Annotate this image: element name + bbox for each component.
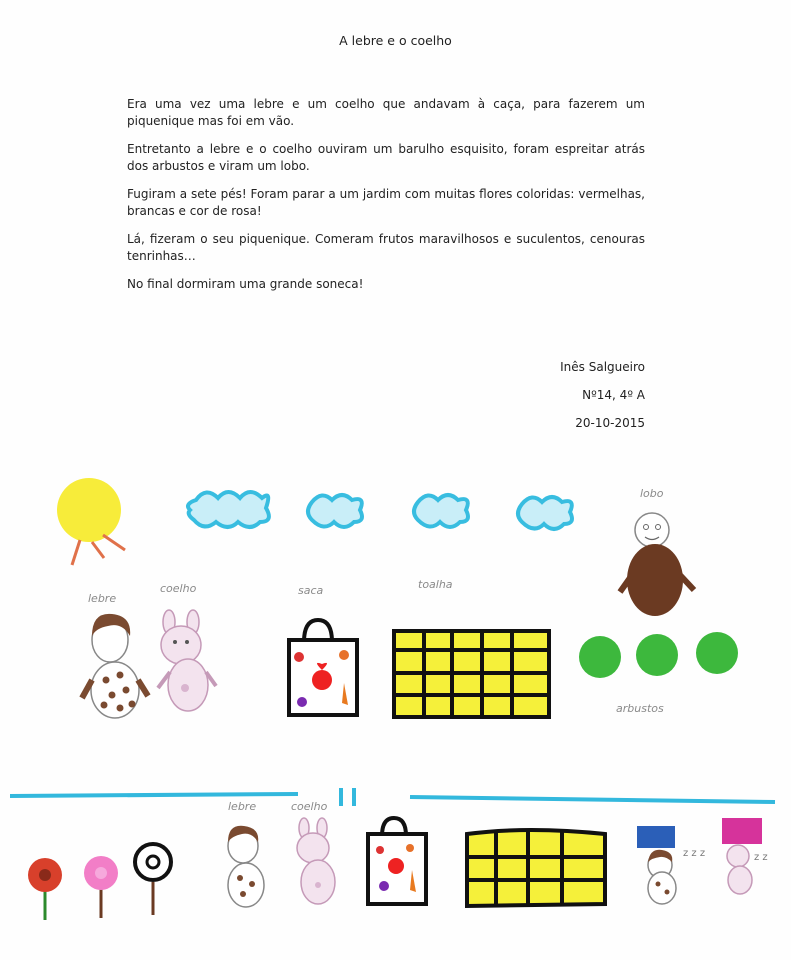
- author-class: Nº14, 4º A: [582, 388, 645, 402]
- label-lebre-2: lebre: [228, 800, 257, 813]
- story-paragraph: No final dormiram uma grande soneca!: [127, 277, 364, 291]
- label-coelho-2: coelho: [291, 800, 328, 813]
- clouds: [188, 492, 572, 529]
- bag-small: [368, 818, 426, 904]
- bag: [289, 584, 357, 715]
- flowers: [28, 844, 171, 920]
- label-lobo: lobo: [640, 487, 664, 500]
- wolf: [620, 487, 694, 616]
- bushes: [579, 632, 738, 715]
- label-arbustos: arbustos: [616, 702, 664, 715]
- story-title: A lebre e o coelho: [339, 33, 452, 48]
- author-name: Inês Salgueiro: [560, 360, 645, 374]
- label-coelho: coelho: [160, 582, 197, 595]
- river: [10, 788, 775, 806]
- sleeping-hare: [637, 826, 705, 904]
- towel: [394, 578, 549, 717]
- story-paragraph: Lá, fizeram o seu piquenique. Comeram frutos maravilhosos e suculentos, cenouras tenrinhas…: [127, 232, 645, 263]
- story-paragraph: Entretanto a lebre e o coelho ouviram um barulho esquisito, foram espreitar atrás dos arbustos e viram um lobo.: [127, 142, 645, 173]
- label-lebre: lebre: [88, 592, 117, 605]
- sun: [57, 478, 125, 565]
- svg-text:z z z: z z z: [683, 848, 706, 859]
- label-toalha: toalha: [418, 578, 453, 591]
- hare-small: [228, 800, 264, 907]
- towel-small: [467, 830, 605, 906]
- svg-text:z z: z z: [754, 852, 768, 863]
- story-paragraph: Era uma vez uma lebre e um coelho que andavam à caça, para fazerem um piquenique mas foi em vão.: [127, 97, 645, 128]
- story-paragraph: Fugiram a sete pés! Foram parar a um jardim com muitas flores coloridas: vermelhas, brancas e cor de rosa!: [127, 187, 645, 218]
- author-date: 20-10-2015: [575, 416, 645, 430]
- rabbit: [158, 582, 216, 711]
- sleeping-rabbit: [722, 818, 768, 894]
- rabbit-small: [291, 800, 335, 904]
- hare: [82, 592, 148, 718]
- label-saca: saca: [298, 584, 324, 597]
